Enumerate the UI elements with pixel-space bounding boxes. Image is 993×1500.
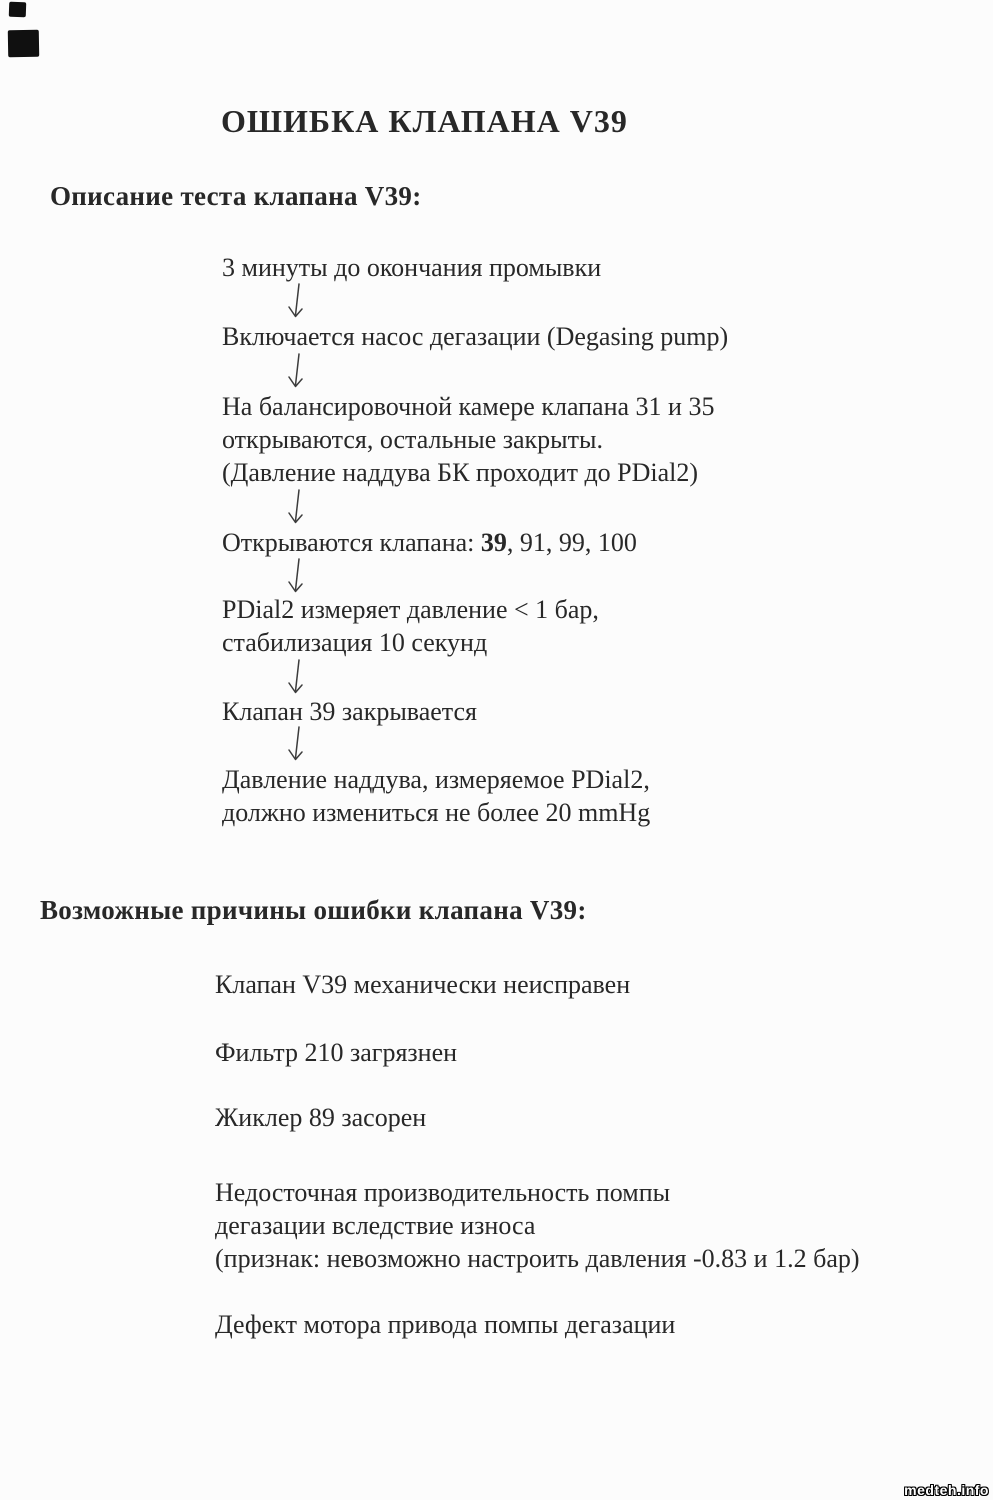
cause-item	[215, 968, 630, 1001]
flow-step-line: должно измениться не более 20 mmHg	[222, 798, 651, 827]
cause-item-line: Фильтр 210 загрязнен	[215, 1038, 458, 1067]
flow-step-line: (Давление наддува БК проходит до PDial2)	[222, 458, 699, 487]
cause-item-line: дегазации вследствие износа	[215, 1211, 536, 1240]
scan-artifact-mark	[8, 30, 39, 58]
possible-causes-list	[215, 0, 975, 1400]
flow-step-line: Клапан 39 закрывается	[222, 697, 477, 726]
flow-step-line: открываются, остальные закрыты.	[222, 425, 603, 454]
flow-step-text: , 91, 99, 100	[506, 528, 637, 557]
cause-item	[215, 1036, 457, 1069]
page-title: ОШИБКА КЛАПАНА V39	[221, 103, 628, 139]
cause-item-line: Жиклер 89 засорен	[215, 1103, 427, 1132]
flow-step-line: Включается насос дегазации (Degasing pump)	[222, 322, 729, 351]
cause-item-line: Дефект мотора привода помпы дегазации	[215, 1310, 676, 1339]
cause-item	[215, 1176, 860, 1275]
flow-step-line: стабилизация 10 секунд	[222, 628, 488, 657]
flow-step-line: PDial2 измеряет давление < 1 бар,	[222, 595, 599, 624]
flow-step-valve-number: 39	[480, 528, 507, 557]
possible-causes-heading: Возможные причины ошибки клапана V39:	[40, 895, 587, 925]
flow-step-line: На балансировочной камере клапана 31 и 35	[222, 392, 715, 421]
flow-step-line: Давление наддува, измеряемое PDial2,	[222, 765, 650, 794]
cause-item	[215, 1308, 675, 1341]
cause-item-line: Клапан V39 механически неисправен	[215, 970, 631, 999]
scan-artifact-mark	[9, 2, 27, 18]
cause-item-line: Недосточная производительность помпы	[215, 1178, 671, 1207]
site-watermark: medteh.info	[904, 1482, 989, 1498]
cause-item-line: (признак: невозможно настроить давления -0.83 и 1.2 бар)	[215, 1244, 860, 1273]
flow-step-text: Открываются клапана:	[222, 528, 481, 557]
cause-item	[215, 1101, 426, 1134]
flow-step-line: 3 минуты до окончания промывки	[222, 253, 602, 282]
test-description-heading: Описание теста клапана V39:	[50, 181, 422, 211]
